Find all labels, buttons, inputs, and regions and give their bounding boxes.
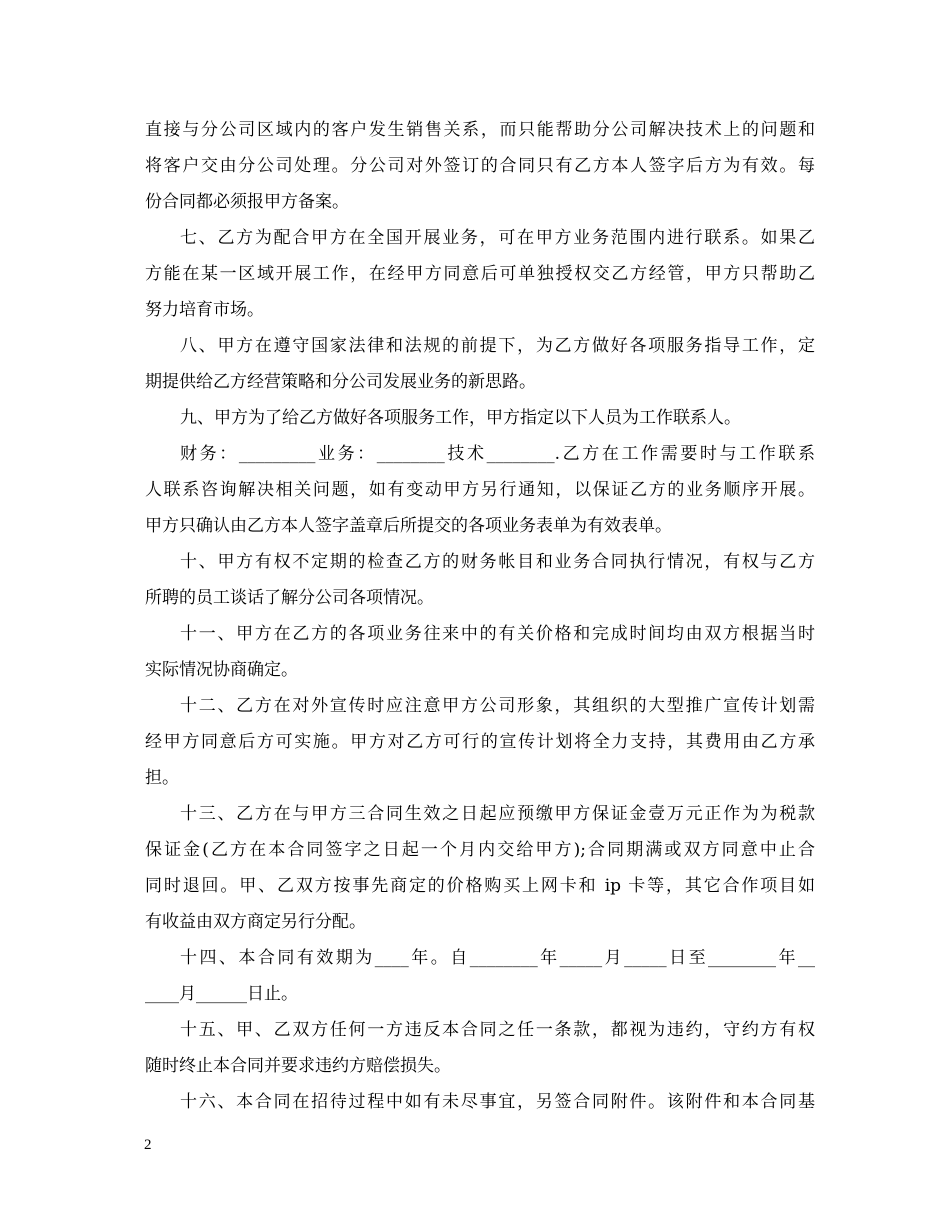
text-line: 将客户交由分公司处理。分公司对外签订的合同只有乙方本人签字后方为有效。每: [145, 156, 815, 176]
text-line: 方能在某一区域开展工作，在经甲方同意后可单独授权交乙方经管，甲方只帮助乙: [145, 264, 815, 284]
text-line: 经甲方同意后方可实施。甲方对乙方可行的宣传计划将全力支持，其费用由乙方承: [145, 732, 815, 752]
clause-15-line: 十五、甲、乙双方任何一方违反本合同之任一条款，都视为违约，守约方有权: [180, 1020, 815, 1040]
text-line: 有收益由双方商定另行分配。: [145, 912, 366, 932]
contact-blanks-line: 财务：_________业务：________技术________.乙方在工作需要时与工作联系: [180, 444, 815, 464]
clause-8-line: 八、甲方在遵守国家法律和法规的前提下，为乙方做好各项服务指导工作，定: [180, 336, 815, 356]
text-line: 甲方只确认由乙方本人签字盖章后所提交的各项业务表单为有效表单。: [145, 516, 672, 536]
document-body: [145, 112, 815, 1120]
text-line: 人联系咨询解决相关问题，如有变动甲方另行通知，以保证乙方的业务顺序开展。: [145, 480, 815, 500]
text-line: 直接与分公司区域内的客户发生销售关系，而只能帮助分公司解决技术上的问题和: [145, 120, 815, 140]
text-line: 努力培育市场。: [145, 300, 264, 320]
text-line: 实际情况协商确定。: [145, 660, 298, 680]
text-line: 担。: [145, 768, 179, 788]
text-line: 期提供给乙方经营策略和分公司发展业务的新思路。: [145, 372, 536, 392]
clause-13-line: 十三、乙方在与甲方三合同生效之日起应预缴甲方保证金壹万元正作为为税款: [180, 804, 815, 824]
text-line: 保证金(乙方在本合同签字之日起一个月内交给甲方);合同期满或双方同意中止合: [145, 840, 815, 860]
clause-14-line: 十四、本合同有效期为____年。自________年_____月_____日至________年__: [180, 948, 815, 968]
text-line: 所聘的员工谈话了解分公司各项情况。: [145, 588, 434, 608]
text-line: 份合同都必须报甲方备案。: [145, 192, 349, 212]
text-line: 随时终止本合同并要求违约方赔偿损失。: [145, 1056, 451, 1076]
clause-10-line: 十、甲方有权不定期的检查乙方的财务帐目和业务合同执行情况，有权与乙方: [180, 552, 815, 572]
clause-7-line: 七、乙方为配合甲方在全国开展业务，可在甲方业务范围内进行联系。如果乙: [180, 228, 815, 248]
page-number: 2: [144, 1137, 152, 1153]
clause-12-line: 十二、乙方在对外宣传时应注意甲方公司形象，其组织的大型推广宣传计划需: [180, 696, 815, 716]
text-line: ____月______日止。: [145, 984, 298, 1004]
clause-11-line: 十一、甲方在乙方的各项业务往来中的有关价格和完成时间均由双方根据当时: [180, 624, 815, 644]
clause-9-line: 九、甲方为了给乙方做好各项服务工作，甲方指定以下人员为工作联系人。: [180, 408, 741, 428]
clause-16-line: 十六、本合同在招待过程中如有未尽事宜，另签合同附件。该附件和本合同基: [180, 1092, 815, 1112]
text-line: 同时退回。甲、乙双方按事先商定的价格购买上网卡和 ip 卡等，其它合作项目如: [145, 876, 815, 896]
